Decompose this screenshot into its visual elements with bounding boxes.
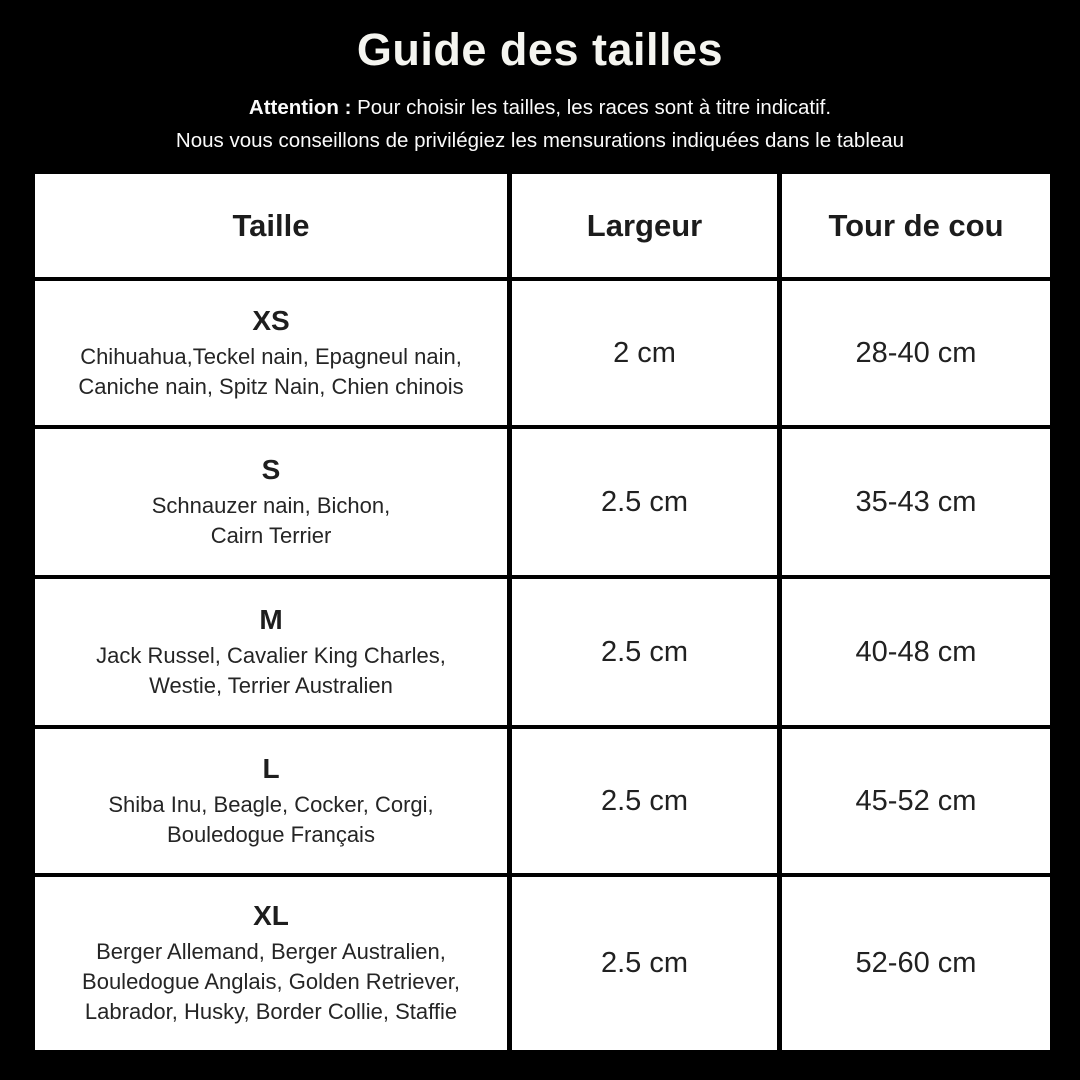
breeds-line: Jack Russel, Cavalier King Charles, [96,642,446,668]
table-row-xs [33,279,1053,427]
cell-largeur-m: 2.5 cm [510,577,780,727]
breeds-line: Bouledogue Anglais, Golden Retriever, [82,969,460,994]
size-label-m: M [259,603,283,635]
note-line-1 [0,92,1080,125]
note-line-2: Nous vous conseillons de privilégiez les mensurations indiquées dans le tableau [175,128,905,152]
breeds-xs [45,342,497,402]
note-attention-label: Attention : [248,96,352,119]
cell-largeur-l: 2.5 cm [510,727,780,875]
cell-largeur-xl: 2.5 cm [510,875,780,1052]
size-guide-table [30,170,1055,1054]
breeds-line: Caniche nain, Spitz Nain, Chien chinois [78,373,464,399]
size-guide-note [0,92,1080,158]
breeds-line: Labrador, Husky, Border Collie, Staffie [84,999,458,1024]
table-row-l [33,727,1053,875]
page-title: Guide des tailles [356,24,724,75]
breeds-line: Schnauzer nain, Bichon, [151,492,391,518]
breeds-xl [45,937,497,1027]
cell-taille-xl [33,875,510,1052]
cell-taille-s [33,427,510,577]
cell-largeur-s: 2.5 cm [510,427,780,577]
breeds-m [45,641,497,701]
breeds-line: Cairn Terrier [210,522,332,548]
cell-tour-m: 40-48 cm [780,577,1053,727]
table-header-row [33,172,1053,279]
table-row-xl [33,875,1053,1052]
cell-taille-xs [33,279,510,427]
cell-tour-xs: 28-40 cm [780,279,1053,427]
breeds-line: Westie, Terrier Australien [149,672,393,698]
header-cell-largeur: Largeur [510,172,780,279]
size-label-xs: XS [252,304,290,336]
note-line-1-text: Pour choisir les tailles, les races sont à titre indicatif. [351,96,832,119]
size-label-xl: XL [253,900,289,931]
breeds-l [45,790,497,850]
breeds-line: Chihuahua,Teckel nain, Epagneul nain, [80,343,462,369]
breeds-line: Shiba Inu, Beagle, Cocker, Corgi, [108,791,434,817]
header-cell-tour-de-cou: Tour de cou [780,172,1053,279]
cell-tour-xl: 52-60 cm [780,875,1053,1052]
breeds-s [45,491,497,551]
size-label-s: S [261,453,281,485]
cell-tour-l: 45-52 cm [780,727,1053,875]
cell-taille-m [33,577,510,727]
breeds-line: Berger Allemand, Berger Australien, [96,939,446,964]
cell-taille-l [33,727,510,875]
cell-largeur-xs: 2 cm [510,279,780,427]
breeds-line: Bouledogue Français [167,821,375,847]
table-row-m [33,577,1053,727]
table-row-s [33,427,1053,577]
cell-tour-s: 35-43 cm [780,427,1053,577]
size-label-l: L [262,752,280,784]
header-cell-taille: Taille [33,172,510,279]
